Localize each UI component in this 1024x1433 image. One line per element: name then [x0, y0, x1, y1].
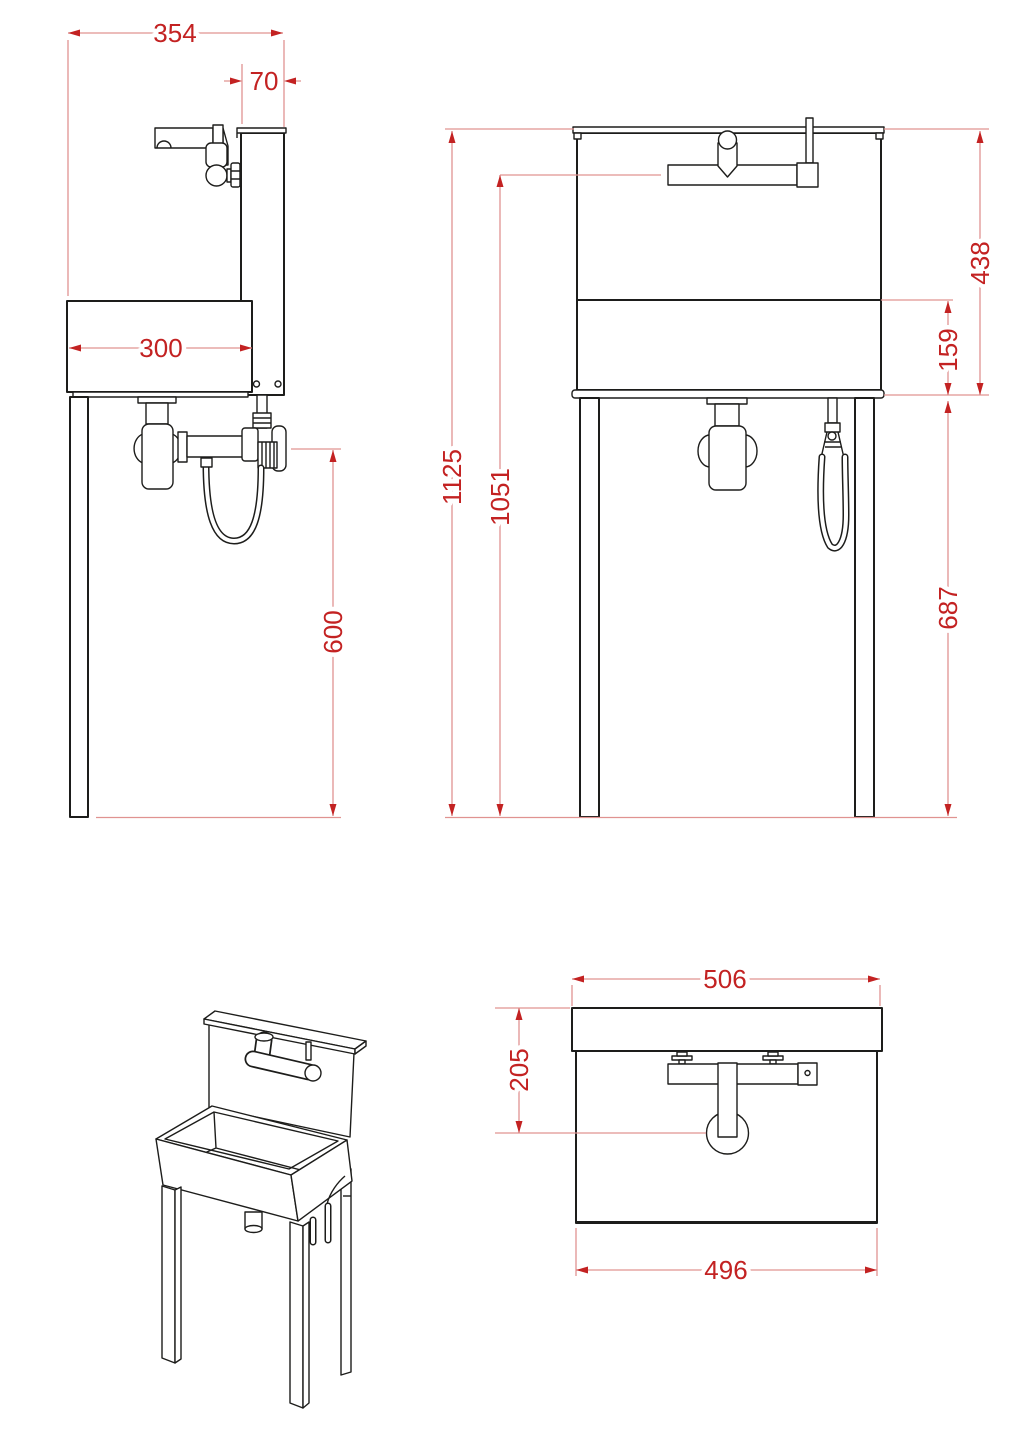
iso-right-leg-side	[303, 1222, 309, 1408]
front-rail-cap-right	[876, 133, 883, 139]
side-leg	[70, 397, 88, 817]
front-faucet-block	[797, 163, 818, 187]
iso-left-leg-front	[162, 1186, 175, 1363]
dim-label-354: 354	[153, 18, 197, 48]
dim-label-300: 300	[139, 333, 183, 363]
front-rail-cap-left	[574, 133, 581, 139]
front-supply-pipe	[806, 118, 813, 163]
side-waste-pipe	[187, 436, 244, 457]
side-pipe-flange	[178, 432, 187, 462]
side-valve-nut	[242, 428, 258, 461]
iso-faucet-support	[306, 1042, 311, 1060]
dim-label-438: 438	[965, 241, 995, 285]
screw-knob	[768, 1052, 778, 1056]
dim-label-1051: 1051	[485, 468, 515, 526]
dim-label-159: 159	[933, 328, 963, 372]
iso-left-leg-side	[175, 1187, 181, 1363]
dim-label-506: 506	[703, 964, 747, 994]
iso-bar-end-cap	[305, 1065, 321, 1081]
side-valve-thread	[253, 413, 271, 428]
front-leg-right	[855, 398, 874, 817]
side-faucet-spout	[155, 128, 213, 148]
plan-view	[572, 1008, 882, 1223]
side-screw-left	[254, 381, 260, 387]
front-clamp-pivot	[828, 432, 836, 440]
front-leg-left	[580, 398, 599, 817]
screw-knob	[677, 1052, 687, 1056]
side-valve-knob	[206, 165, 227, 186]
front-drain-tailpipe	[715, 404, 739, 426]
side-knob-grip	[231, 163, 240, 187]
front-hose-pipe	[828, 398, 837, 423]
side-basin-underside	[73, 392, 248, 397]
side-valve-body	[206, 143, 227, 167]
dim-label-1125: 1125	[437, 449, 467, 505]
iso-right-leg-front	[290, 1222, 303, 1408]
side-trap-body	[142, 424, 173, 489]
iso-drain-pipe-end	[245, 1226, 262, 1233]
front-hose-coupling	[825, 423, 840, 432]
side-drain-flange	[138, 397, 176, 403]
dim-label-70: 70	[249, 66, 279, 96]
dim-label-205: 205	[504, 1048, 534, 1092]
iso-spout-top	[255, 1033, 273, 1041]
plan-block-hole	[805, 1071, 810, 1076]
dim-label-600: 600	[318, 610, 348, 654]
side-backsplash-cap	[237, 128, 286, 133]
side-screw-right	[275, 381, 281, 387]
front-spout-cap	[719, 131, 737, 149]
iso-back-leg	[341, 1169, 351, 1375]
side-hose-nozzle	[201, 458, 212, 467]
dim-label-687: 687	[933, 586, 963, 630]
plan-spout-body	[718, 1063, 737, 1137]
front-drain-flange	[707, 398, 747, 404]
plan-backsplash-band	[572, 1008, 882, 1051]
front-trap-body	[709, 426, 746, 490]
dim-label-496: 496	[704, 1255, 748, 1285]
front-basin-lip	[572, 390, 884, 398]
side-drain-tailpipe	[146, 403, 168, 424]
